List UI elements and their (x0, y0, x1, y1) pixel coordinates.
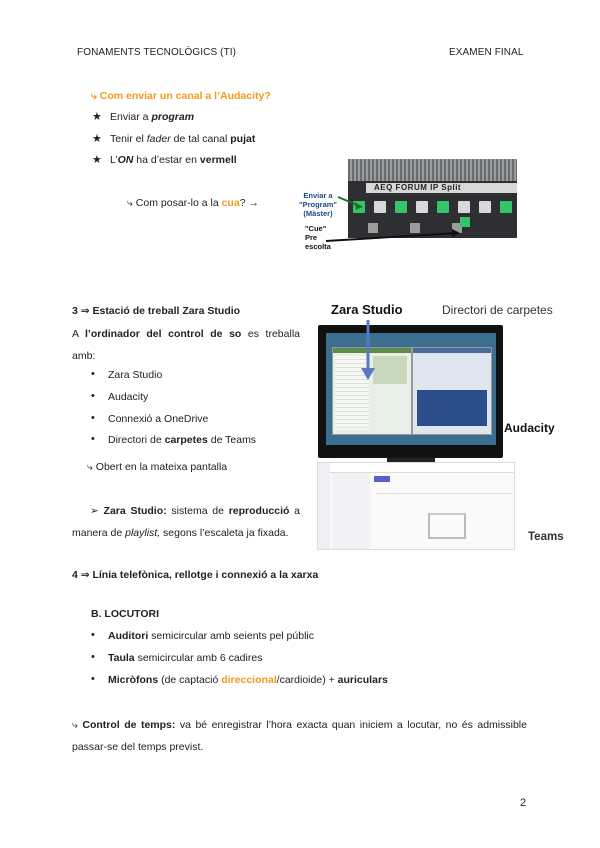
bullet-icon: • (91, 412, 95, 424)
label-directori: Directori de carpetes (442, 303, 553, 317)
zara-item-2: Audacity (108, 391, 149, 403)
control-temps: ⤷ Control de temps: va bé enregistrar l’hora exacta quan iniciem a locutar, no és admissible passar-se del temps previst. (72, 719, 527, 753)
teams-screenshot (317, 462, 515, 550)
locutori-heading: B. LOCUTORI (91, 608, 160, 620)
star-icon: ★ (92, 111, 102, 123)
locutori-item-1: Auditori semicircular amb seients pel públic (108, 630, 314, 642)
arrowhead-icon: ➢ (90, 505, 104, 517)
bullet-icon: • (91, 629, 95, 641)
zara-item-1: Zara Studio (108, 369, 163, 381)
label-program: Enviar a "Program" (Màster) (299, 191, 337, 218)
bullet-icon: • (91, 651, 95, 663)
locutori-item-3: Micròfons (de captació direccional/cardioide) + auriculars (108, 674, 388, 686)
cue-question: ⤷ Com posar-lo a la cua? → (127, 197, 259, 209)
label-audacity: Audacity (504, 421, 555, 435)
zara-note: ⤷ Obert en la mateixa pantalla (87, 461, 228, 473)
star-icon: ★ (92, 154, 102, 166)
zara-arrow (360, 318, 380, 382)
zara-intro: A l’ordinador del control de so es treballa amb: (72, 328, 300, 362)
audacity-item-3: L’ON ha d’estar en vermell (110, 154, 237, 166)
bullet-icon: • (91, 368, 95, 380)
bullet-icon: • (91, 433, 95, 445)
zara-heading: 3 ⇒ Estació de treball Zara Studio (72, 305, 241, 317)
audacity-item-1: Enviar a program (110, 111, 195, 123)
zara-item-4: Directori de carpetes de Teams (108, 434, 257, 446)
page-number: 2 (520, 797, 527, 809)
mixer-logo: AEQ FORUM IP Split (366, 183, 517, 193)
audacity-item-2: Tenir el fader de tal canal pujat (110, 133, 256, 145)
arrow-icon: ⤷ (72, 719, 83, 731)
zara-description: ➢ Zara Studio: sistema de reproducció a manera de playlist, segons l’escaleta ja fixada. (72, 505, 300, 539)
bullet-icon: • (91, 673, 95, 685)
zara-item-3: Connexió a OneDrive (108, 413, 209, 425)
label-cue: "Cue" Pre escolta (305, 224, 331, 251)
linia-heading: 4 ⇒ Línia telefònica, rellotge i connexió a la xarxa (72, 569, 319, 581)
label-teams: Teams (528, 531, 564, 543)
locutori-item-2: Taula semicircular amb 6 cadires (108, 652, 263, 664)
header-exam-title: EXAMEN FINAL (449, 47, 524, 58)
monitor-photo (318, 325, 503, 458)
bullet-icon: • (91, 390, 95, 402)
star-icon: ★ (92, 133, 102, 145)
header-course-title: FONAMENTS TECNOLÒGICS (TI) (77, 47, 237, 58)
audacity-heading: ⤷ Com enviar un canal a l’Audacity? (91, 90, 271, 102)
label-zara-studio: Zara Studio (331, 302, 403, 317)
mixer-arrows (300, 185, 480, 255)
